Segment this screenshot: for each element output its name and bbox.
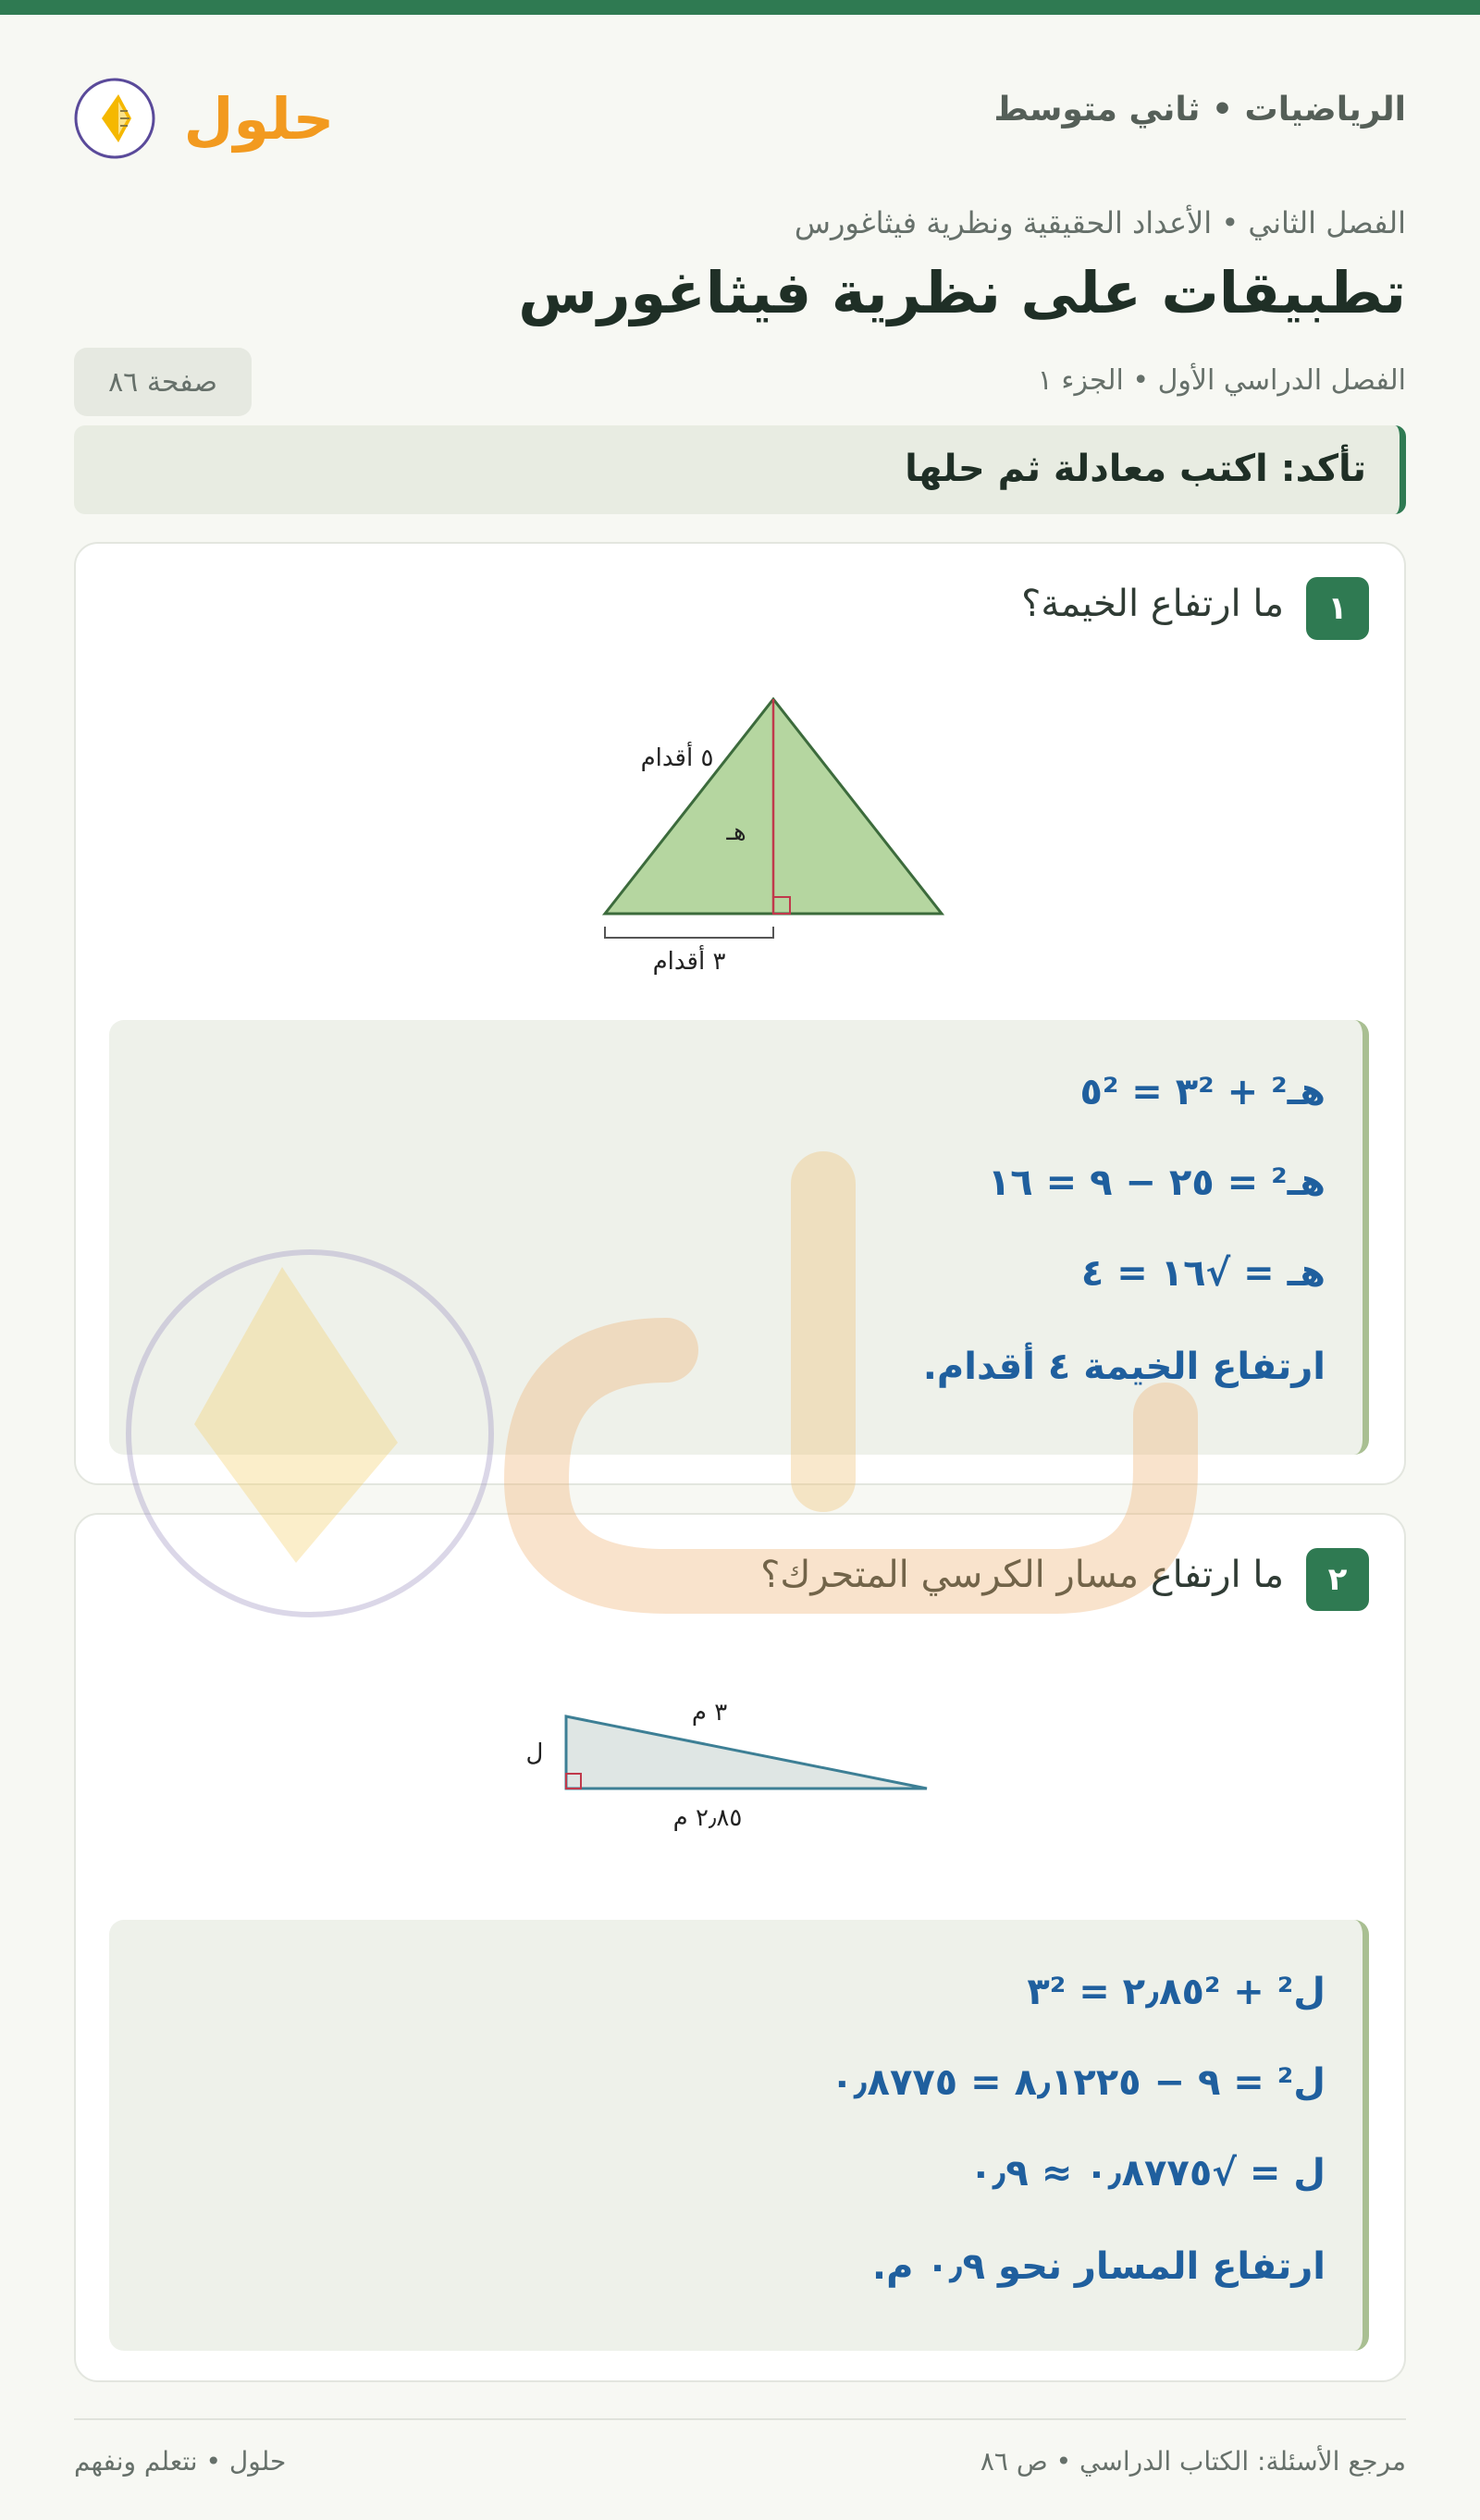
question-text: ما ارتفاع مسار الكرسي المتحرك؟ [760, 1554, 1284, 1596]
section-heading-bar [74, 425, 1406, 514]
question-text: ما ارتفاع الخيمة؟ [1021, 583, 1284, 625]
solution-box-2 [109, 1920, 1369, 2351]
solution-conclusion: ارتفاع المسار نحو ٠٫٩ م. [871, 2245, 1326, 2288]
top-accent-bar [0, 0, 1480, 15]
question-number-badge: ٢ [1306, 1548, 1369, 1611]
base-label: ٢٫٨٥ م [672, 1804, 743, 1832]
question-card-2 [74, 1513, 1406, 2382]
question-number-badge: ١ [1306, 577, 1369, 640]
height-label: ل [525, 1739, 544, 1767]
hulul-logo[interactable] [74, 65, 352, 166]
page-header [74, 65, 1406, 166]
subject-label: الرياضيات • ثاني متوسط [993, 91, 1406, 129]
question-card-1 [74, 542, 1406, 1485]
solution-step: هـ² + ٣² = ٥² [1079, 1071, 1326, 1113]
footer-reference: مرجع الأسئلة: الكتاب الدراسي • ص ٨٦ [980, 2446, 1406, 2477]
page-number-badge: صفحة ٨٦ [74, 348, 252, 416]
solution-conclusion: ارتفاع الخيمة ٤ أقدام. [922, 1346, 1326, 1388]
footer-divider [74, 2418, 1406, 2420]
ramp-triangle [566, 1716, 927, 1789]
logo-wordmark: حلول [183, 85, 335, 153]
ramp-triangle-figure [446, 1681, 1038, 1848]
solution-box-1 [109, 1020, 1369, 1455]
solution-step: هـ = √١٦ = ٤ [1080, 1252, 1326, 1295]
solution-step: ل² = ٩ − ٨٫١٢٢٥ = ٠٫٨٧٧٥ [831, 2061, 1326, 2104]
base-label: ٣ أقدام [652, 948, 726, 976]
solution-step: ل² + ٢٫٨٥² = ٣² [1027, 1971, 1326, 2013]
height-label: هـ [726, 818, 746, 846]
footer-tagline: حلول • نتعلم ونفهم [74, 2446, 287, 2477]
solution-step: ل = √٠٫٨٧٧٥ ≈ ٠٫٩ [969, 2152, 1326, 2194]
term-label: الفصل الدراسي الأول • الجزء ١ [1037, 364, 1406, 397]
breadcrumb: الفصل الثاني • الأعداد الحقيقية ونظرية فيثاغورس [794, 205, 1406, 240]
solution-step: هـ² = ٢٥ − ٩ = ١٦ [987, 1162, 1326, 1204]
section-heading: تأكد: اكتب معادلة ثم حلها [905, 448, 1366, 490]
side-label: ٥ أقدام [640, 744, 714, 772]
page-title: تطبيقات على نظرية فيثاغورس [518, 259, 1406, 326]
base-bracket [605, 927, 773, 938]
hypotenuse-label: ٣ م [691, 1699, 728, 1727]
tent-triangle-figure [511, 682, 992, 988]
